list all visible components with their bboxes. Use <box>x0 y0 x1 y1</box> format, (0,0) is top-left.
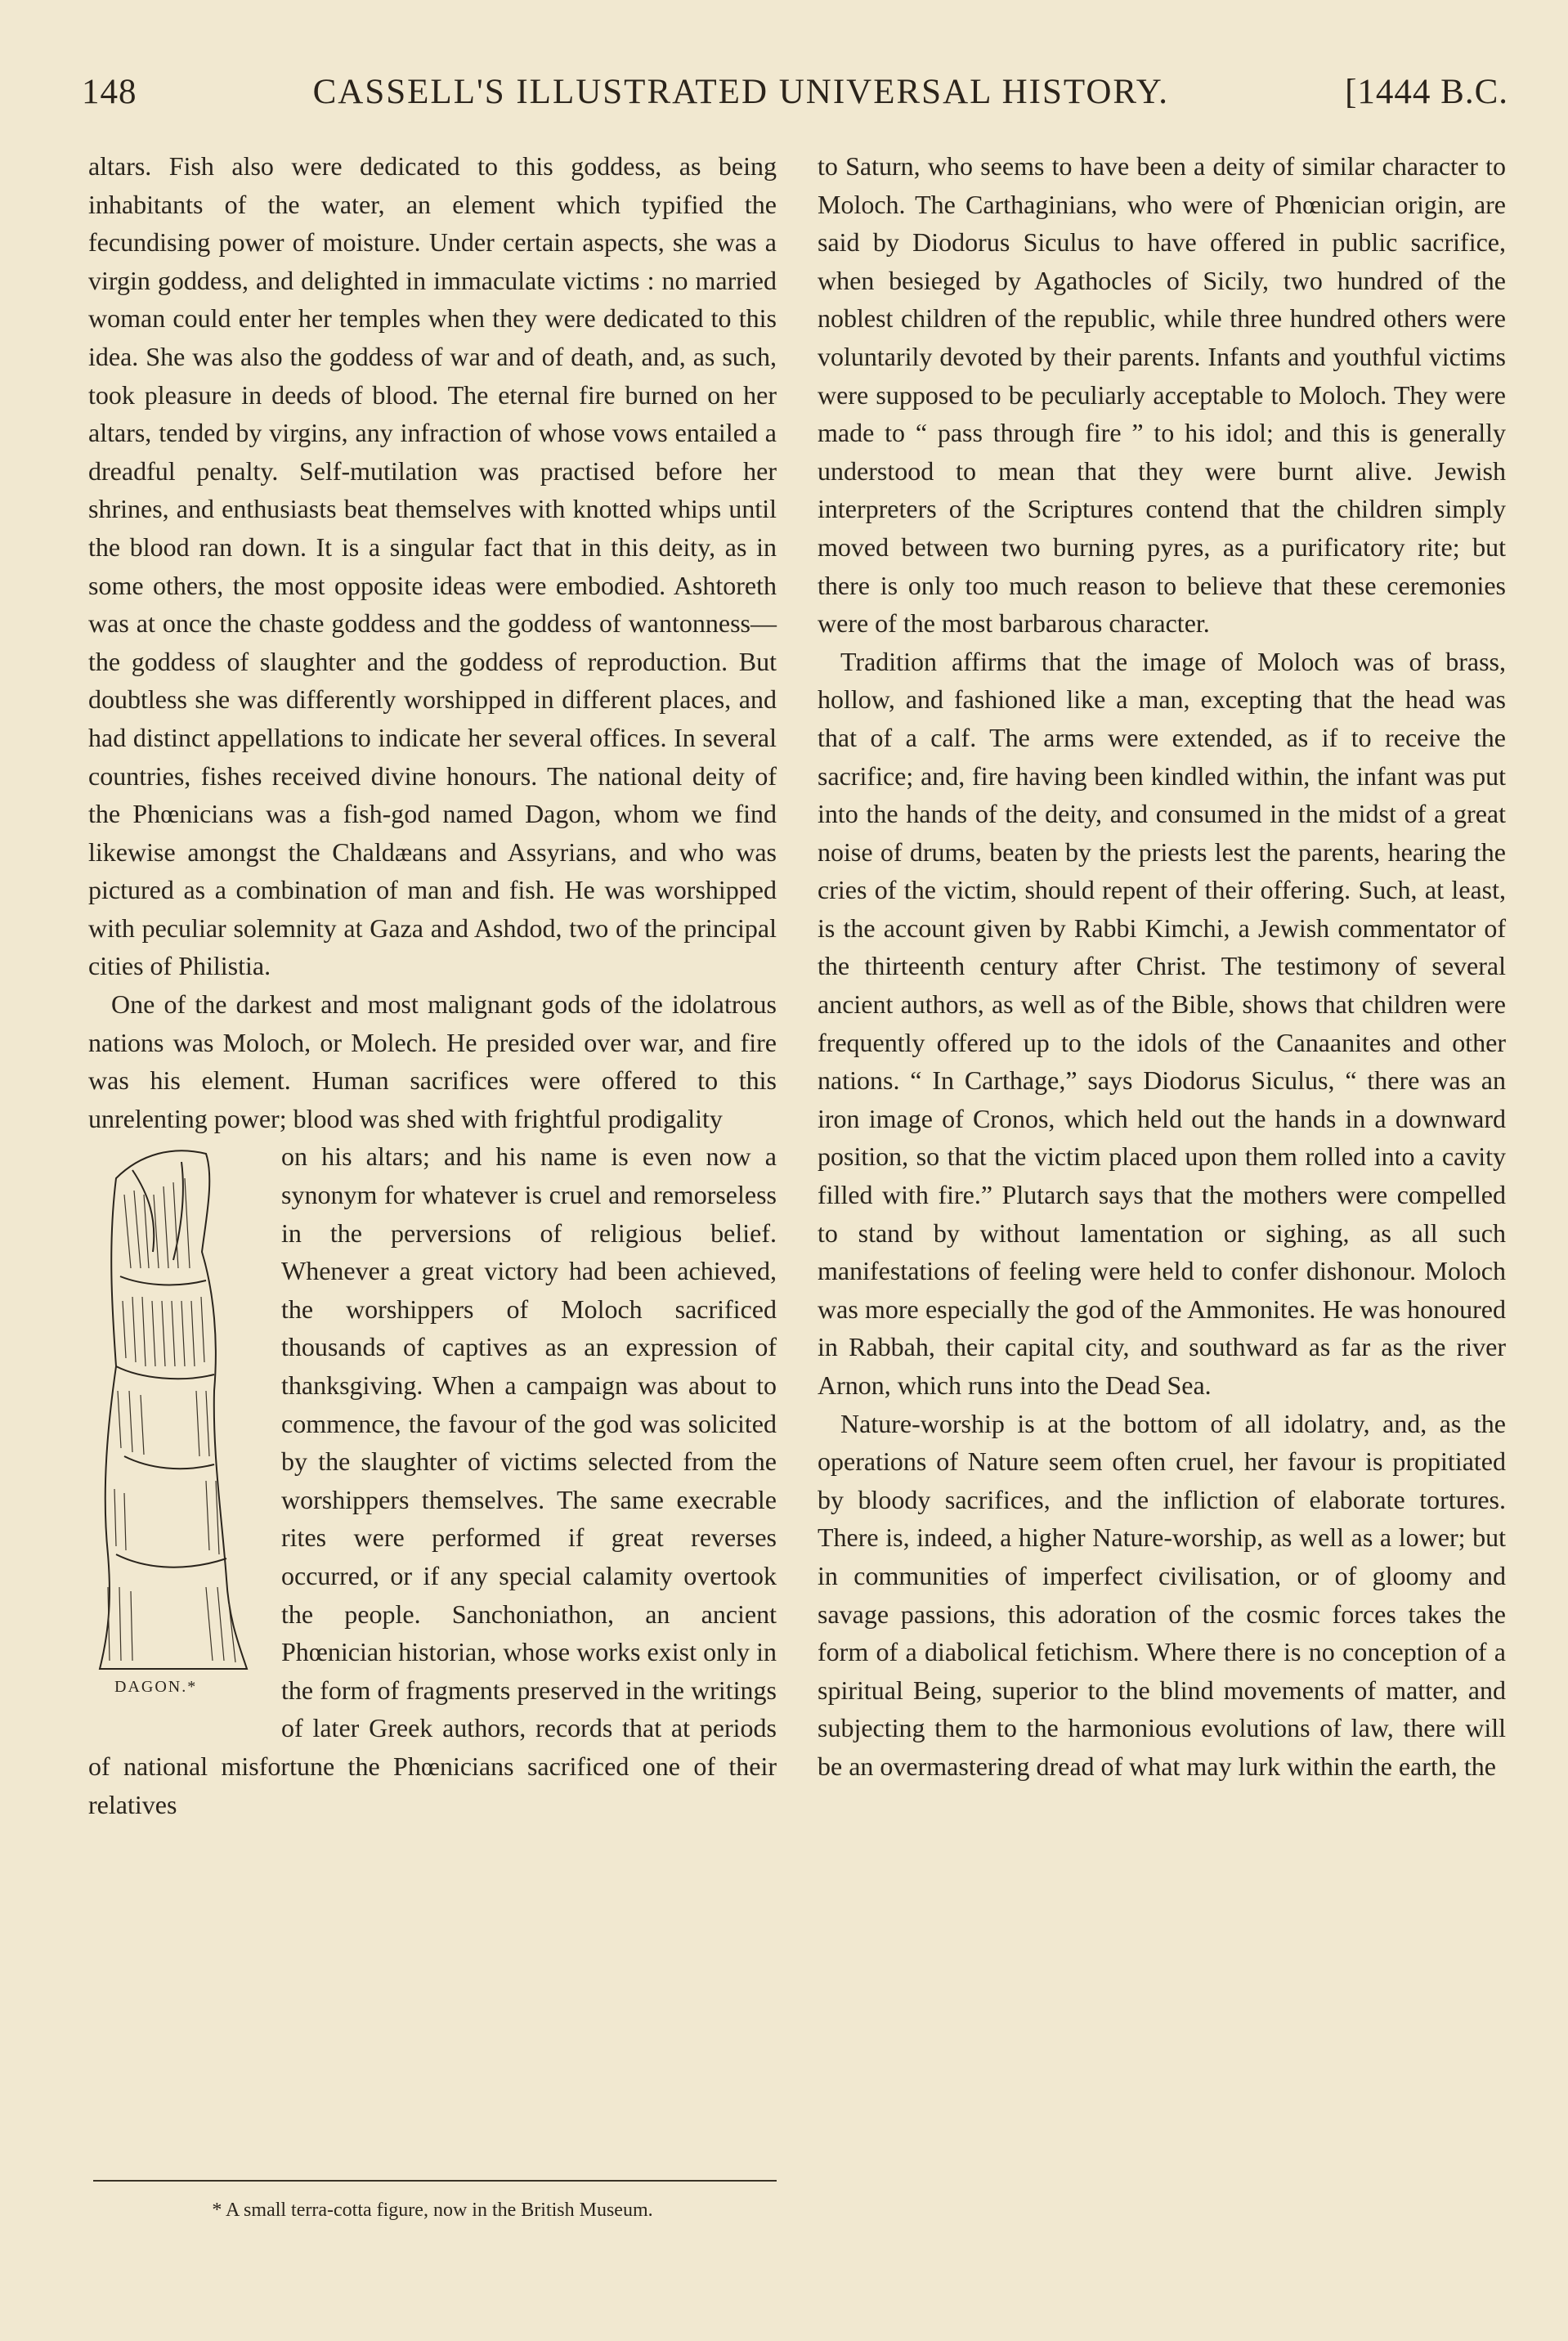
date-marker: [1444 B.C. <box>1345 73 1508 111</box>
footnote-divider <box>93 2180 777 2182</box>
right-paragraph-1: to Saturn, who seems to have been a deity of similar character to Moloch. The Carthaginians, who were of Phœnician origin, are said by Diodorus Siculus to have offered in public sacrifice, when besieged by Agathocles of Sicily, two hundred of the noblest children of the republic, while three hundred others were voluntarily devoted by their parents. Infants and youthful victims were supposed to be peculiarly acceptable to Moloch. They were made to “ pass through fire ” to his idol; and this is generally understood to mean that they were burnt alive. Jewish interpreters of the Scriptures contend that the children simply moved between two burning pyres, as a purificatory rite; but there is only too much reason to believe that these ceremonies were of the most barbarous character. <box>818 151 1506 639</box>
right-paragraph-2: Tradition affirms that the image of Moloch was of brass, hollow, and fashioned like a man, excepting that the head was that of a calf. The arms were extended, as if to receive the sacrifice; and, fire having been kindled within, the infant was put into the hands of the deity, and consumed in the midst of a great noise of drums, beaten by the priests lest the parents, hearing the cries of the victim, should repent of their offering. Such, at least, is the account given by Rabbi Kimchi, a Jewish commentator of the thirteenth century after Christ. The testimony of several ancient authors, as well as of the Bible, shows that children were frequently offered up to the idols of the Canaanites and other nations. “ In Carthage,” says Diodorus Siculus, “ there was an iron image of Cronos, which held out the hands in a downward position, so that the victim placed upon them rolled into a cavity filled with fire.” Plutarch says that the mothers were compelled to stand by without lamentation or sighing, as all such manifestations of feeling were held to confer dishonour. Moloch was more especially the god of the Ammonites. He was honoured in Rabbah, their capital city, and southward as far as the river Arnon, which runs into the Dead Sea. <box>818 646 1506 1400</box>
left-paragraph-1: altars. Fish also were dedicated to this goddess, as being inhabitants of the water, an element which typified the fecundising power of moisture. Under certain aspects, she was a virgin goddess, and delighted in immaculate victims : no married woman could enter her temples when they were dedicated to this idea. She was also the goddess of war and of death, and, as such, took pleasure in deeds of blood. The eternal fire burned on her altars, tended by virgins, any infraction of whose vows entailed a dreadful penalty. Self-mutilation was practised before her shrines, and enthusiasts beat themselves with knotted whips until the blood ran down. It is a singular fact that in this deity, as in some others, the most opposite ideas were embodied. Ashtoreth was at once the chaste goddess and the goddess of wantonness—the goddess of slaughter and the goddess of reproduction. But doubtless she was differently worshipped in different places, and had distinct appellations to indicate her several offices. In several countries, fishes received divine honours. The national deity of the Phœnicians was a fish-god named Dagon, whom we find likewise amongst the Chaldæans and Assyrians, and who was pictured as a combination of man and fish. He was worshipped with peculiar solemnity at Gaza and Ashdod, two of the principal cities of Philistia. <box>88 151 777 981</box>
figure-caption: DAGON.* <box>114 1678 198 1697</box>
footnote: * A small terra-cotta figure, now in the British Museum. <box>212 2200 653 2221</box>
dagon-figurine-icon <box>83 1146 265 1685</box>
left-paragraph-2-start: One of the darkest and most malignant gods of the idolatrous nations was Moloch, or Molech. He presided over war, and fire was his element. Human sacrifices were offered to this unrelenting power; blood was shed with frightful prodigality <box>88 989 777 1133</box>
left-paragraph-2-continued: on his altars; and his name is even now a synonym for whatever is cruel and remorseless in the perversions of religious belief. Whenever a great victory had been achieved, the worshippers of Moloch sacrificed thousands of captives as an expression of thanksgiving. When a campaign was about to commence, the favour of the god was solicited by the slaughter of victims selected from the worshippers themselves. The same execrable rites were performed if great reverses occurred, or if any special calamity overtook the people. Sanchoniathon, an ancient Phœnician historian, whose works exist only in the form of fragments preserved in the writings of later Greek authors, records that at periods of national misfortune the Phœnicians sacrificed one of their relatives <box>88 1141 777 1819</box>
left-column <box>88 147 777 1823</box>
running-title: CASSELL'S ILLUSTRATED UNIVERSAL HISTORY. <box>312 73 1169 111</box>
dagon-figure <box>83 1146 265 1742</box>
right-column <box>818 147 1506 1786</box>
right-paragraph-3: Nature-worship is at the bottom of all idolatry, and, as the operations of Nature seem often cruel, her favour is propitiated by bloody sacrifices, and the infliction of elaborate tortures. There is, indeed, a higher Nature-worship, as well as a lower; but in communities of imperfect civilisation, or of gloomy and savage passions, this adoration of the cosmic forces takes the form of a diabolical fetichism. Where there is no conception of a spiritual Being, superior to the blind movements of matter, and subjecting them to the harmonious evolutions of law, there will be an overmastering dread of what may lurk within the earth, the <box>818 1408 1506 1781</box>
page-header <box>82 72 1508 121</box>
page-number: 148 <box>82 73 137 111</box>
